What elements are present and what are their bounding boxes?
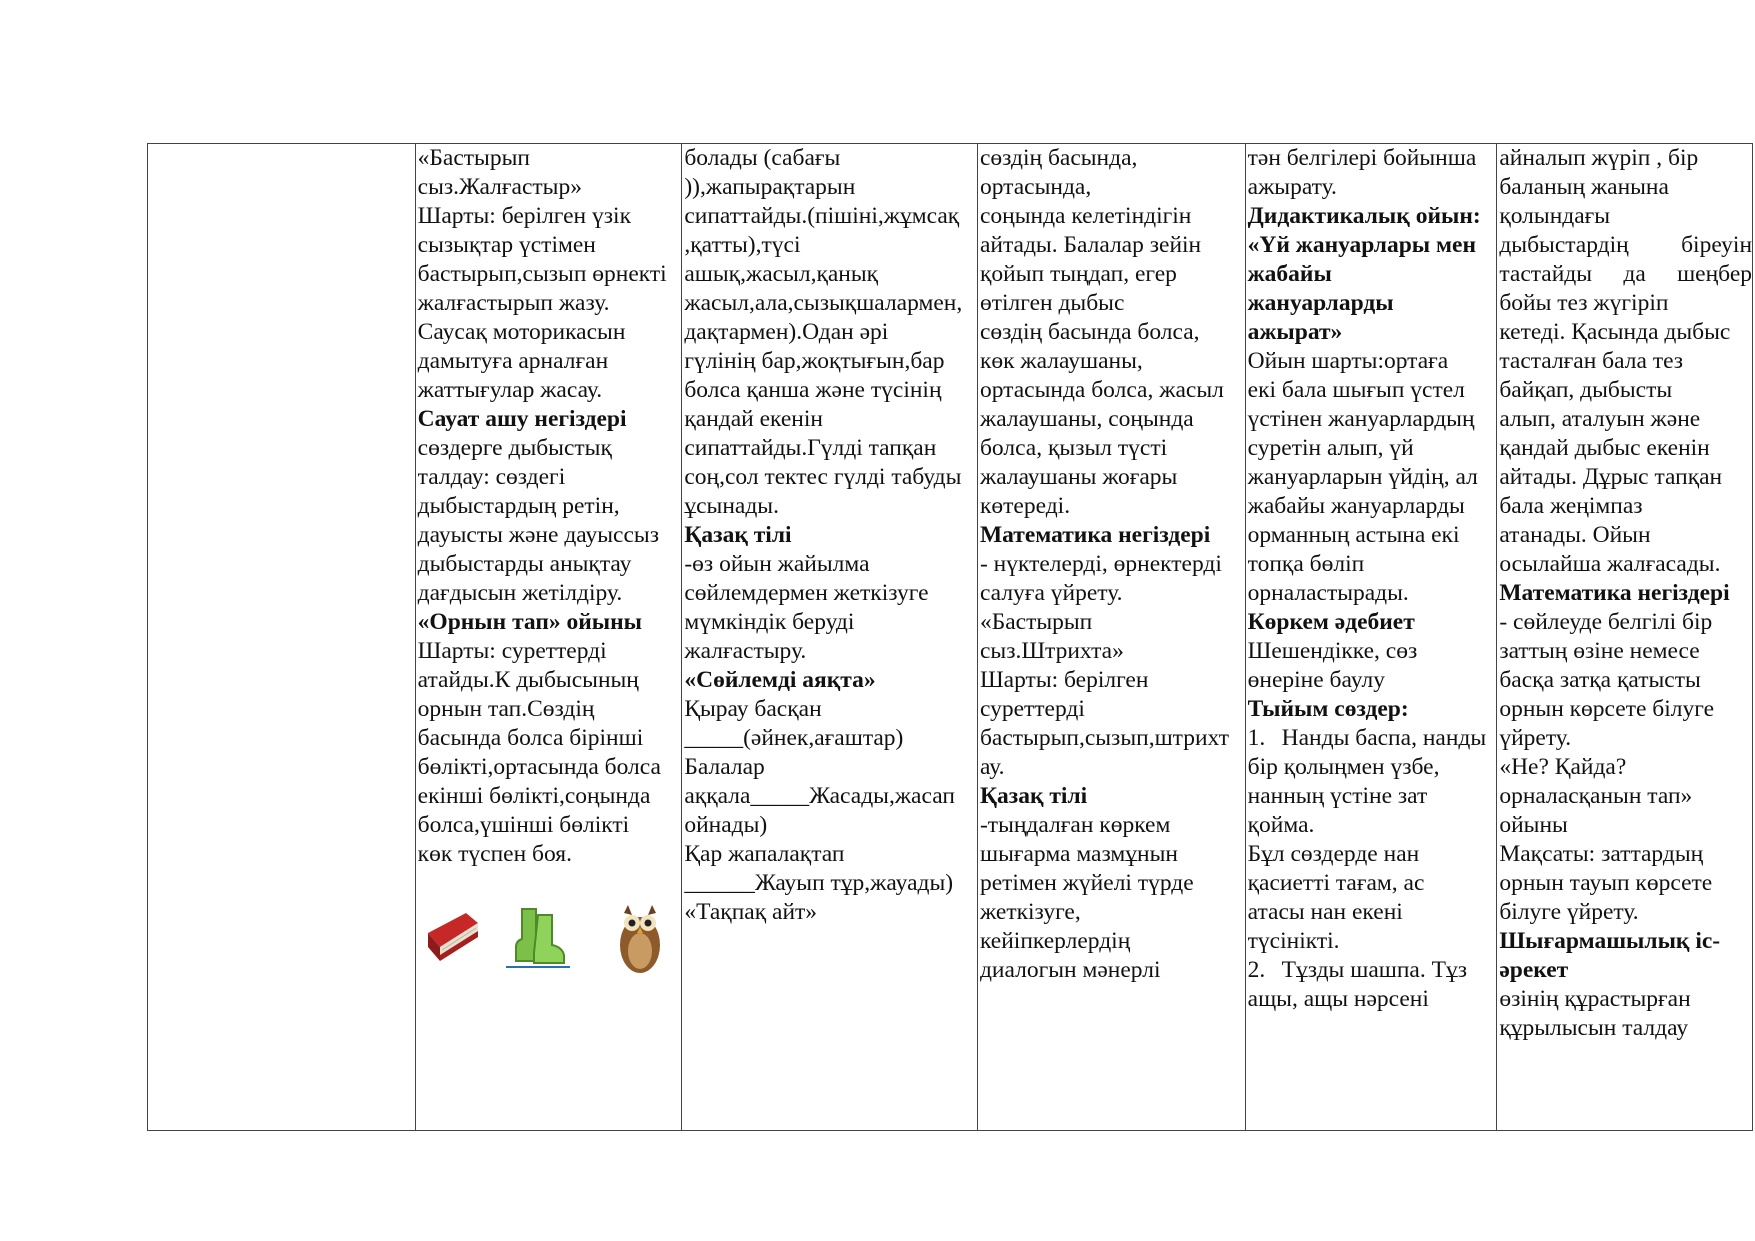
- cell-heading-line: жануарларды: [1247, 290, 1394, 316]
- table-cell-col5: [1496, 144, 1752, 1130]
- cell-text-line: ойыны: [1499, 812, 1568, 838]
- cell-heading-line: «Үй жануарлары мен: [1247, 232, 1476, 258]
- cell-text-line: атанады. Ойын: [1499, 522, 1651, 548]
- cell-heading-line: Қазақ тілі: [684, 522, 792, 548]
- book-icon: [422, 903, 484, 967]
- cell-text-line: Шарты: суреттерді: [417, 638, 607, 664]
- cell-text-line: тән белгілері бойынша: [1247, 145, 1477, 171]
- cell-heading-line: әрекет: [1499, 957, 1569, 983]
- cell-text-line: үйрету.: [1499, 725, 1572, 751]
- cell-text-line: ащы, ащы нәрсені: [1247, 986, 1429, 1012]
- cell-text-line: өзінің құрастырған: [1499, 986, 1691, 1012]
- cell-heading-line: Көркем әдебиет: [1247, 609, 1415, 635]
- cell-heading-line: Тыйым сөздер:: [1247, 696, 1409, 722]
- cell-text-line: жалаушаны жоғары: [979, 464, 1178, 490]
- cell-text-line: баланың жанына: [1499, 174, 1669, 200]
- list-item-text: Тұзды шашпа. Тұз: [1281, 957, 1467, 983]
- cell-text-line: бойы тез жүгіріп: [1499, 290, 1669, 316]
- cell-text-line: дыбыстарды анықтау: [417, 551, 632, 577]
- cell-text-line: басқа затқа қатысты: [1499, 667, 1701, 693]
- cell-text-line: сөйлемдермен жеткізуге: [684, 580, 929, 606]
- list-item-text: Нанды баспа, нанды: [1281, 725, 1487, 751]
- cell-text-line: соң,сол тектес гүлді табуды: [684, 464, 962, 490]
- cell-text-line: жаттығулар жасау.: [417, 377, 603, 403]
- cell-heading-line: «Орнын тап» ойыны: [417, 609, 643, 635]
- cell-text-line: орналасқанын тап»: [1499, 783, 1693, 809]
- cell-text-line: [1248, 724, 1497, 753]
- cell-text-line: шығарма мазмұнын: [979, 841, 1178, 867]
- cell-text-line: қасиетті тағам, ас: [1247, 870, 1425, 896]
- cell-text-line: ойнады): [684, 812, 768, 838]
- cell-text-line: көк жалаушаны,: [979, 348, 1143, 374]
- cell-text-line: - нүктелерді, өрнектерді: [979, 551, 1222, 577]
- cell-text-line: Қар жапалақтап: [684, 841, 845, 867]
- cell-text-line: жасыл,ала,сызықшалармен,: [684, 290, 963, 316]
- cell-text-line: алып, аталуын және: [1499, 406, 1701, 432]
- cell-text-line: дақтармен).Одан әрі: [684, 319, 889, 345]
- cell-heading-line: «Сөйлемді аяқта»: [684, 667, 876, 693]
- cell-text-line: Шарты: берілген үзік: [417, 203, 631, 229]
- word: да: [1623, 261, 1646, 287]
- cell-text-line: салуға үйрету.: [979, 580, 1123, 606]
- cell-text-line: сызықтар үстімен: [417, 232, 596, 258]
- cell-text-line: дыбыстардың ретін,: [417, 493, 620, 519]
- cell-text-line: [1499, 231, 1752, 260]
- cell-text-line: сөздерге дыбыстық: [417, 435, 612, 461]
- cell-text-line: сөздің басында,: [979, 145, 1138, 171]
- cell-text-line: өнеріне баулу: [1247, 667, 1385, 693]
- cell-text-line: болса қанша және түсінің: [684, 377, 942, 403]
- cell-text-line: -өз ойын жайылма: [684, 551, 870, 577]
- cell-text-line: Саусақ моторикасын: [417, 319, 626, 345]
- cell-heading-line: жабайы: [1247, 261, 1332, 287]
- word: тастайды: [1499, 261, 1593, 287]
- cell-text-line: Қырау басқан: [684, 696, 822, 722]
- cell-text-line: «Бастырып: [417, 145, 530, 171]
- plan-table: [147, 143, 1753, 1131]
- cell-text-line: ашық,жасыл,қанық: [684, 261, 879, 287]
- cell-text-line: сыз.Штрихта»: [979, 638, 1124, 664]
- list-number: 2.: [1247, 957, 1266, 983]
- word: біреуін: [1681, 232, 1753, 258]
- cell-text-line: сипаттайды.(пішіні,жұмсақ: [684, 203, 960, 229]
- cell-text-line: -тыңдалған көркем: [979, 812, 1171, 838]
- cell-text-line: топқа бөліп: [1247, 551, 1365, 577]
- cell-text-line: суретін алып, үй: [1247, 435, 1414, 461]
- cell-text-line: Шешендікке, сөз: [1247, 638, 1418, 664]
- cell-text-line: болса,үшінші бөлікті: [417, 812, 630, 838]
- cell-text-line: бастырып,сызып,штрихт: [979, 725, 1229, 751]
- cell-text-line: атасы нан екені: [1247, 899, 1403, 925]
- cell-text-line: көтереді.: [979, 493, 1071, 519]
- table-cell-col2: [681, 144, 977, 1130]
- cell-heading-line: Математика негіздері: [1499, 580, 1730, 606]
- cell-text-line: өтілген дыбыс: [979, 290, 1125, 316]
- cell-text-line: жеткізуге,: [979, 899, 1081, 925]
- cell-text-line: Бұл сөздерде нан: [1247, 841, 1420, 867]
- table-cell-col1: [415, 144, 682, 1130]
- cell-text-line: екі бала шығып үстел: [1247, 377, 1465, 403]
- cell-text-line: талдау: сөздегі: [417, 464, 566, 490]
- table-cell-col4: [1245, 144, 1497, 1130]
- cell-text-line: екінші бөлікті,соңында: [417, 783, 651, 809]
- cell-text-line: дауысты және дауыссыз: [417, 522, 659, 548]
- cell-text-line: білуге үйрету.: [1499, 899, 1639, 925]
- cell-text-line: қойып тыңдап, егер: [979, 261, 1177, 287]
- cell-text-line: жалаушаны, соңында: [979, 406, 1194, 432]
- table-cell-col3: [977, 144, 1245, 1130]
- cell-text-line: сөздің басында болса,: [979, 319, 1200, 345]
- cell-text-line: [1499, 260, 1752, 289]
- cell-text-line: нанның үстіне зат: [1247, 783, 1428, 809]
- cell-text-line: атайды.К дыбысының: [417, 667, 639, 693]
- cell-text-line: «Бастырып: [979, 609, 1093, 635]
- cell-heading-line: Дидактикалық ойын:: [1247, 203, 1481, 229]
- cell-text-line: дамытуға арналған: [417, 348, 609, 374]
- cell-heading-line: ажырат»: [1247, 319, 1343, 345]
- cell-text-line: аққала_____Жасады,жасап: [684, 783, 955, 809]
- cell-text-line: _____(әйнек,ағаштар): [684, 725, 904, 751]
- word: дыбыстардің: [1499, 232, 1629, 258]
- cell-text-line: дағдысын жетілдіру.: [417, 580, 623, 606]
- cell-text-line: көк түспен боя.: [417, 841, 572, 867]
- cell-text-line: бастырып,сызып өрнекті: [417, 261, 667, 287]
- cell-text-line: жабайы жануарларды: [1247, 493, 1465, 519]
- cell-text-line: ______Жауып тұр,жауады): [684, 870, 954, 896]
- cell-text-line: болады (сабағы: [684, 145, 841, 171]
- cell-text-line: бөлікті,ортасында болса: [417, 754, 661, 780]
- cell-text-line: қолындағы: [1499, 203, 1611, 229]
- cell-text-line: айтады. Дұрыс тапқан: [1499, 464, 1723, 490]
- cell-text-line: жануарларын үйдің, ал: [1247, 464, 1478, 490]
- cell-text-line: қандай екенін: [684, 406, 823, 432]
- cell-heading-line: Сауат ашу негіздері: [417, 406, 627, 432]
- cell-text-line: заттың өзіне немесе: [1499, 638, 1700, 664]
- cell-text-line: ортасында,: [979, 174, 1092, 200]
- boots-icon: [502, 901, 574, 973]
- cell-text-line: қандай дыбыс екенін: [1499, 435, 1710, 461]
- cell-text-line: ортасында болса, жасыл: [979, 377, 1224, 403]
- cell-text-line: «Тақпақ айт»: [684, 899, 818, 925]
- cell-text-line: суреттерді: [979, 696, 1085, 722]
- cell-text-line: соңында келетіндігін: [979, 203, 1192, 229]
- cell-text-line: басында болса бірінші: [417, 725, 644, 751]
- cell-text-line: орманның астына екі: [1247, 522, 1460, 548]
- cell-text-line: орнын көрсете білуге: [1499, 696, 1715, 722]
- cell-text-line: осылайша жалғасады.: [1499, 551, 1721, 577]
- owl-icon: [612, 897, 668, 977]
- cell-text-line: бала жеңімпаз: [1499, 493, 1643, 519]
- cell-text-line: қойма.: [1247, 812, 1315, 838]
- table-cell-empty: [148, 144, 415, 1130]
- cell-text-line: түсінікті.: [1247, 928, 1340, 954]
- cell-text-line: ау.: [979, 754, 1005, 780]
- cell-text-line: )),жапырақтарын: [684, 174, 856, 200]
- cell-text-line: ретімен жүйелі түрде: [979, 870, 1194, 896]
- cell-text-line: айтады. Балалар зейін: [979, 232, 1202, 258]
- cell-text-line: Мақсаты: заттардың: [1499, 841, 1704, 867]
- cell-text-line: Балалар: [684, 754, 765, 780]
- cell-text-line: мүмкіндік беруді: [684, 609, 855, 635]
- cell-text-line: үстінен жануарлардың: [1247, 406, 1475, 432]
- cell-text-line: байқап, дыбысты: [1499, 377, 1673, 403]
- cell-text-line: жалғастыру.: [684, 638, 807, 664]
- cell-text-line: орналастырады.: [1247, 580, 1409, 606]
- cell-text-line: диалогын мәнерлі: [979, 957, 1161, 983]
- cell-heading-line: Қазақ тілі: [979, 783, 1088, 809]
- cell-text-line: ұсынады.: [684, 493, 779, 519]
- picture-row: [418, 895, 682, 973]
- cell-text-line: бір қолыңмен үзбе,: [1247, 754, 1440, 780]
- cell-text-line: құрылысын талдау: [1499, 1015, 1689, 1041]
- cell-text-line: орнын тауып көрсете: [1499, 870, 1713, 896]
- cell-text-line: сыз.Жалғастыр»: [417, 174, 582, 200]
- cell-text-line: кейіпкерлердің: [979, 928, 1131, 954]
- cell-text-line: ажырату.: [1247, 174, 1337, 200]
- cell-text-line: сипаттайды.Гүлді тапқан: [684, 435, 937, 461]
- cell-text-line: - сөйлеуде белгілі бір: [1499, 609, 1713, 635]
- word: шеңбер: [1677, 261, 1753, 287]
- cell-text-line: кетеді. Қасында дыбыс: [1499, 319, 1731, 345]
- cell-text-line: ,қатты),түсі: [684, 232, 801, 258]
- cell-text-line: айналып жүріп , бір: [1499, 145, 1699, 171]
- cell-text-line: орнын тап.Сөздің: [417, 696, 595, 722]
- cell-text-line: [1248, 956, 1497, 985]
- cell-text-line: гүлінің бар,жоқтығын,бар: [684, 348, 945, 374]
- cell-text-line: болса, қызыл түсті: [979, 435, 1168, 461]
- cell-heading-line: Шығармашылық іс-: [1499, 928, 1721, 954]
- cell-text-line: Ойын шарты:ортаға: [1247, 348, 1449, 374]
- cell-text-line: тасталған бала тез: [1499, 348, 1684, 374]
- cell-text-line: жалғастырып жазу.: [417, 290, 610, 316]
- cell-heading-line: Математика негіздері: [979, 522, 1211, 548]
- list-number: 1.: [1247, 725, 1266, 751]
- cell-text-line: Шарты: берілген: [979, 667, 1149, 693]
- cell-text-line: «Не? Қайда?: [1499, 754, 1627, 780]
